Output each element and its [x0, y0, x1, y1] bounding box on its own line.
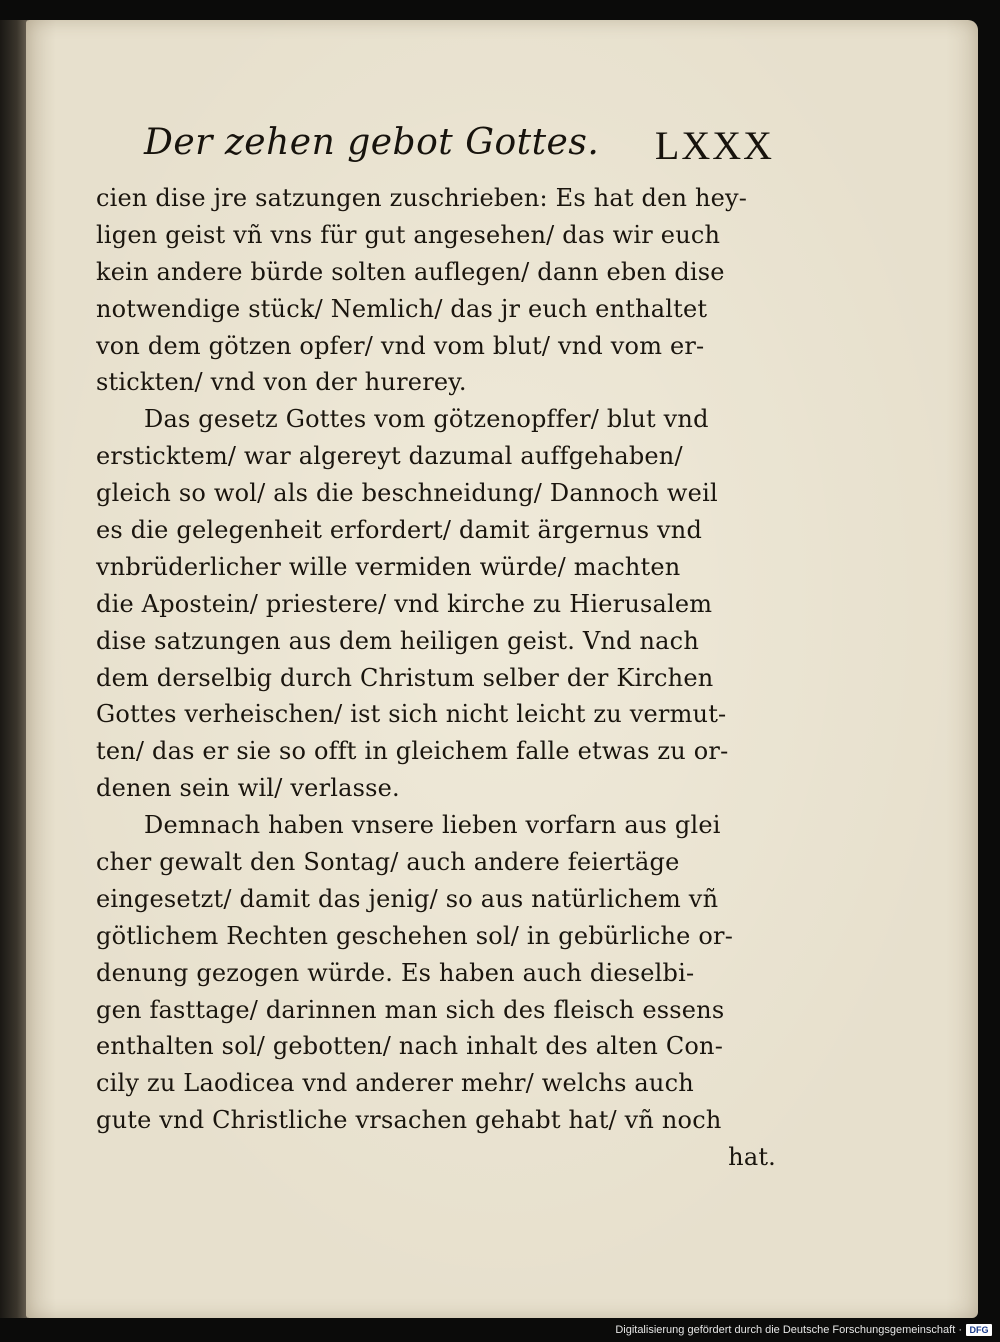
- text-line-paragraph-start: Demnach haben vnsere lieben vorfarn aus glei: [144, 811, 721, 840]
- text-line: ten/ das er sie so offt in gleichem falle etwas zu or-: [96, 737, 729, 766]
- text-line: von dem götzen opfer/ vnd vom blut/ vnd vom er-: [96, 331, 705, 360]
- text-line: gute vnd Christliche vrsachen gehabt hat/ vñ noch: [96, 1106, 722, 1135]
- text-line: stickten/ vnd von der hurerey.: [96, 368, 467, 397]
- catchword: hat.: [728, 1143, 776, 1172]
- text-line: enthalten sol/ gebotten/ nach inhalt des alten Con-: [96, 1032, 724, 1061]
- text-line: es die gelegenheit erfordert/ damit ärgernus vnd: [96, 516, 703, 545]
- funding-credit: Digitalisierung gefördert durch die Deutsche Forschungsgemeinschaft ·: [615, 1324, 962, 1336]
- text-line: cily zu Laodicea vnd anderer mehr/ welchs auch: [96, 1069, 694, 1098]
- text-line: denung gezogen würde. Es haben auch dieselbi-: [96, 958, 695, 987]
- text-line-paragraph-start: Das gesetz Gottes vom götzenopffer/ blut vnd: [144, 405, 709, 434]
- dfg-logo-icon: DFG: [966, 1324, 992, 1336]
- text-line: dise satzungen aus dem heiligen geist. Vnd nach: [96, 626, 699, 655]
- page-header: [144, 122, 774, 178]
- folio-number: LXXX: [654, 123, 774, 168]
- body-text: [96, 180, 776, 1176]
- text-line: götlichem Rechten geschehen sol/ in gebürliche or-: [96, 921, 734, 950]
- digitization-footer: [615, 1322, 992, 1338]
- text-line: gen fasttage/ darinnen man sich des fleisch essens: [96, 995, 725, 1024]
- text-line: dem derselbig durch Christum selber der Kirchen: [96, 663, 714, 692]
- text-line: gleich so wol/ als die beschneidung/ Dannoch weil: [96, 479, 718, 508]
- book-spine-edge: [0, 20, 28, 1318]
- text-line: ersticktem/ war algereyt dazumal auffgehaben/: [96, 442, 683, 471]
- text-line: cien dise jre satzungen zuschrieben: Es hat den hey-: [96, 184, 748, 212]
- text-line: Gottes verheischen/ ist sich nicht leicht zu vermut-: [96, 700, 727, 729]
- text-line: denen sein wil/ verlasse.: [96, 774, 400, 803]
- text-line: vnbrüderlicher wille vermiden würde/ machten: [96, 552, 681, 581]
- text-line: cher gewalt den Sontag/ auch andere feiertäge: [96, 848, 680, 877]
- running-head: Der zehen gebot Gottes.: [144, 122, 600, 163]
- book-page: [26, 20, 978, 1318]
- text-line: notwendige stück/ Nemlich/ das jr euch enthaltet: [96, 294, 708, 323]
- text-line: kein andere bürde solten auflegen/ dann eben dise: [96, 257, 725, 286]
- text-line: ligen geist vñ vns für gut angesehen/ das wir euch: [96, 220, 721, 249]
- text-line: eingesetzt/ damit das jenig/ so aus natürlichem vñ: [96, 884, 719, 913]
- text-line: die Apostein/ priestere/ vnd kirche zu Hierusalem: [96, 589, 713, 618]
